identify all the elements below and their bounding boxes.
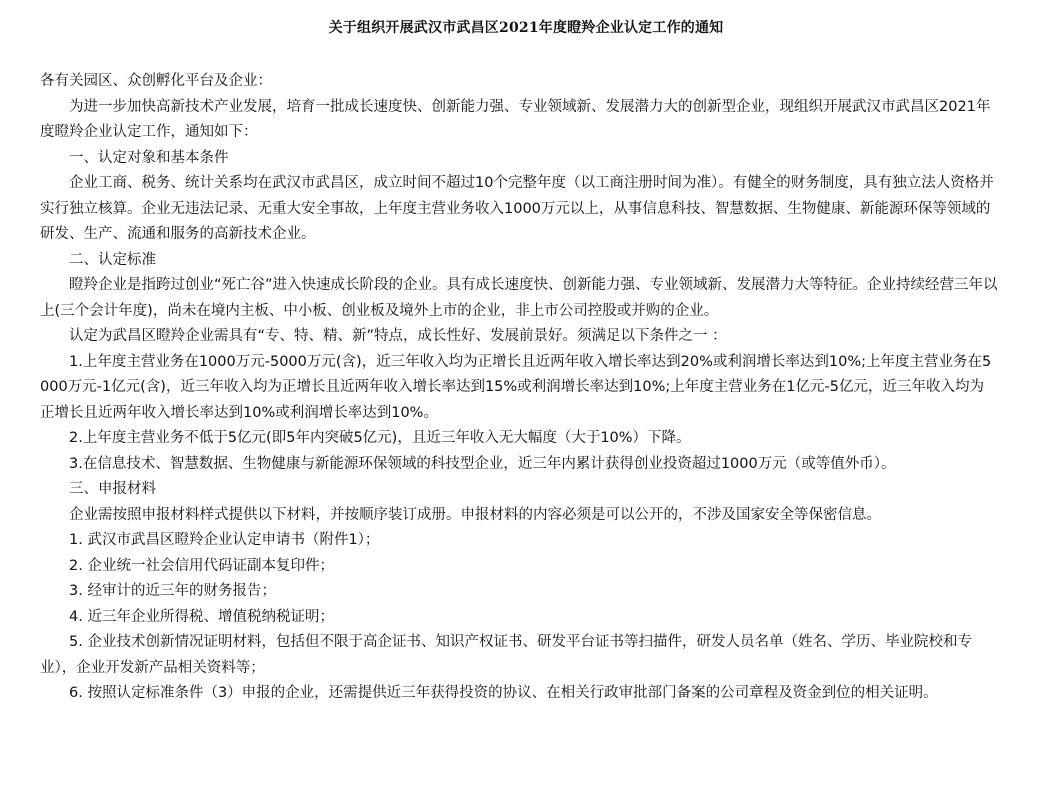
section-1-paragraph-1: 企业工商、税务、统计关系均在武汉市武昌区，成立时间不超过10个完整年度（以工商注册时间为准）。有健全的财务制度，具有独立法人资格并实行独立核算。企业无违法记录、无重大安全事故，上年度主营业务收入1000万元以上，从事信息科技、智慧数据、生物健康、新能源环保等领域的研发、生产、流通和服务的高新技术企业。 bbox=[40, 175, 994, 242]
section-heading-2: 二、认定标准 bbox=[69, 251, 156, 268]
section-3-item-6: 6. 按照认定标准条件（3）申报的企业，还需提供近三年获得投资的协议、在相关行政审批部门备案的公司章程及资金到位的相关证明。 bbox=[69, 685, 938, 701]
section-3-item-2: 2. 企业统一社会信用代码证副本复印件； bbox=[69, 557, 334, 574]
section-3-item-4: 4. 近三年企业所得税、增值税纳税证明； bbox=[69, 608, 334, 625]
document-title: 关于组织开展武汉市武昌区2021年度瞪羚企业认定工作的通知 bbox=[328, 20, 724, 36]
section-3-paragraph-1: 企业需按照申报材料样式提供以下材料，并按顺序装订成册。申报材料的内容必须是可以公开的，不涉及国家安全等保密信息。 bbox=[69, 506, 881, 523]
section-heading-1: 一、认定对象和基本条件 bbox=[69, 149, 229, 166]
section-2-item-2: 2.上年度主营业务不低于5亿元(即5年内突破5亿元)，且近三年收入无大幅度（大于10%）下降。 bbox=[69, 430, 691, 446]
section-2-item-3: 3.在信息技术、智慧数据、生物健康与新能源环保领域的科技型企业，近三年内累计获得创业投资超过1000万元（或等值外币）。 bbox=[69, 455, 896, 472]
section-heading-3: 三、申报材料 bbox=[69, 481, 156, 497]
section-2-paragraph-1: 瞪羚企业是指跨过创业“死亡谷”进入快速成长阶段的企业。具有成长速度快、创新能力强、专业领域新、发展潜力大等特征。企业持续经营三年以上(三个会计年度)，尚未在境内主板、中小板、创业板及境外上市的企业，非上市公司控股或并购的企业。 bbox=[40, 277, 998, 319]
greeting: 各有关园区、众创孵化平台及企业： bbox=[40, 73, 272, 89]
document-body bbox=[40, 69, 998, 707]
intro-paragraph: 为进一步加快高新技术产业发展，培育一批成长速度快、创新能力强、专业领域新、发展潜力大的创新型企业，现组织开展武汉市武昌区2021年度瞪羚企业认定工作，通知如下： bbox=[40, 98, 991, 140]
section-2-item-1: 1.上年度主营业务在1000万元-5000万元(含)，近三年收入均为正增长且近两年收入增长率达到20%或利润增长率达到10%;上年度主营业务在5000万元-1亿元(含)，近三年收入均为正增长且近两年收入增长率达到15%或利润增长率达到10%;上年度主营业务在1亿元-5亿元，近三年收入均为正增长且近两年收入增长率达到10%或利润增长率达到10%。 bbox=[40, 353, 992, 421]
section-3-item-1: 1. 武汉市武昌区瞪羚企业认定申请书（附件1）； bbox=[69, 532, 380, 548]
section-2-paragraph-2: 认定为武昌区瞪羚企业需具有“专、特、精、新”特点，成长性好、发展前景好。须满足以下条件之一 ： bbox=[69, 328, 727, 344]
section-3-item-3: 3. 经审计的近三年的财务报告； bbox=[69, 583, 276, 599]
section-3-item-5: 5. 企业技术创新情况证明材料，包括但不限于高企证书、知识产权证书、研发平台证书等扫描件，研发人员名单（姓名、学历、毕业院校和专业），企业开发新产品相关资料等； bbox=[40, 634, 972, 676]
